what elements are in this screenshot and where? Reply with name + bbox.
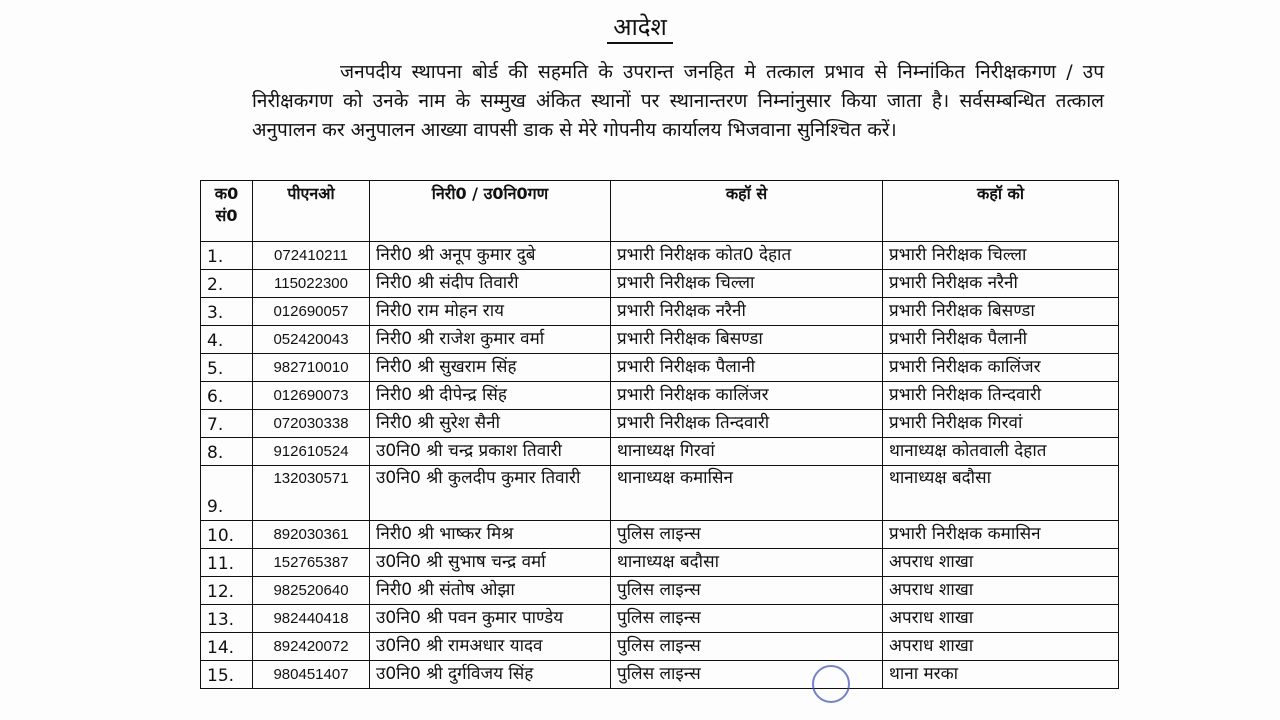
cell-officer-name: उ0नि0 श्री चन्द्र प्रकाश तिवारी: [370, 438, 611, 466]
cell-serial-number: 1.: [201, 242, 253, 270]
table-row: [201, 577, 1119, 605]
document-title: [0, 10, 1280, 44]
cell-pno: 012690057: [253, 298, 370, 326]
cell-officer-name: उ0नि0 श्री सुभाष चन्द्र वर्मा: [370, 549, 611, 577]
table-row: [201, 549, 1119, 577]
cell-to: प्रभारी निरीक्षक नरैनी: [883, 270, 1119, 298]
cell-to: प्रभारी निरीक्षक कालिंजर: [883, 354, 1119, 382]
cell-from: प्रभारी निरीक्षक कोत0 देहात: [611, 242, 883, 270]
document-title-text: आदेश: [607, 13, 673, 44]
cell-from: प्रभारी निरीक्षक पैलानी: [611, 354, 883, 382]
header-to: कहॉ को: [883, 181, 1119, 242]
table-row: [201, 605, 1119, 633]
cell-officer-name: निरी0 राम मोहन राय: [370, 298, 611, 326]
cell-to: प्रभारी निरीक्षक पैलानी: [883, 326, 1119, 354]
cell-pno: 912610524: [253, 438, 370, 466]
cell-pno: 072410211: [253, 242, 370, 270]
cell-pno: 115022300: [253, 270, 370, 298]
table-row: [201, 466, 1119, 521]
cell-serial-number: 7.: [201, 410, 253, 438]
cell-serial-number: 13.: [201, 605, 253, 633]
table-row: [201, 633, 1119, 661]
cell-pno: 072030338: [253, 410, 370, 438]
cell-serial-number: 4.: [201, 326, 253, 354]
cell-to: अपराध शाखा: [883, 549, 1119, 577]
cell-pno: 052420043: [253, 326, 370, 354]
header-pno: पीएनओ: [253, 181, 370, 242]
cell-serial-number: 15.: [201, 661, 253, 689]
cell-from: थानाध्यक्ष गिरवां: [611, 438, 883, 466]
cell-pno: 982520640: [253, 577, 370, 605]
cell-officer-name: निरी0 श्री दीपेन्द्र सिंह: [370, 382, 611, 410]
cell-officer-name: निरी0 श्री अनूप कुमार दुबे: [370, 242, 611, 270]
cell-serial-number: 11.: [201, 549, 253, 577]
transfer-table-container: [200, 180, 1118, 689]
transfer-table: [200, 180, 1119, 689]
cell-pno: 982710010: [253, 354, 370, 382]
cell-pno: 892420072: [253, 633, 370, 661]
cell-to: थानाध्यक्ष कोतवाली देहात: [883, 438, 1119, 466]
cell-from: प्रभारी निरीक्षक नरैनी: [611, 298, 883, 326]
stamp-mark: [812, 665, 850, 703]
cell-serial-number: 5.: [201, 354, 253, 382]
cell-to: प्रभारी निरीक्षक चिल्ला: [883, 242, 1119, 270]
cell-from: पुलिस लाइन्स: [611, 661, 883, 689]
cell-to: अपराध शाखा: [883, 633, 1119, 661]
cell-from: प्रभारी निरीक्षक कालिंजर: [611, 382, 883, 410]
table-row: [201, 382, 1119, 410]
table-body: [201, 242, 1119, 689]
cell-to: अपराध शाखा: [883, 577, 1119, 605]
table-row: [201, 298, 1119, 326]
table-row: [201, 410, 1119, 438]
cell-officer-name: निरी0 श्री सुरेश सैनी: [370, 410, 611, 438]
header-serial-number: [201, 181, 253, 242]
cell-to: प्रभारी निरीक्षक कमासिन: [883, 521, 1119, 549]
cell-officer-name: निरी0 श्री संतोष ओझा: [370, 577, 611, 605]
cell-from: पुलिस लाइन्स: [611, 521, 883, 549]
cell-pno: 980451407: [253, 661, 370, 689]
cell-to: अपराध शाखा: [883, 605, 1119, 633]
table-header-row: [201, 181, 1119, 242]
cell-to: प्रभारी निरीक्षक बिसण्डा: [883, 298, 1119, 326]
table-row: [201, 354, 1119, 382]
table-row: [201, 270, 1119, 298]
cell-pno: 132030571: [253, 466, 370, 521]
cell-from: थानाध्यक्ष कमासिन: [611, 466, 883, 521]
cell-officer-name: निरी0 श्री राजेश कुमार वर्मा: [370, 326, 611, 354]
table-row: [201, 326, 1119, 354]
cell-serial-number: 9.: [201, 466, 253, 521]
cell-from: थानाध्यक्ष बदौसा: [611, 549, 883, 577]
table-row: [201, 438, 1119, 466]
cell-officer-name: निरी0 श्री संदीप तिवारी: [370, 270, 611, 298]
cell-from: प्रभारी निरीक्षक चिल्ला: [611, 270, 883, 298]
cell-pno: 982440418: [253, 605, 370, 633]
cell-from: प्रभारी निरीक्षक बिसण्डा: [611, 326, 883, 354]
cell-officer-name: उ0नि0 श्री पवन कुमार पाण्डेय: [370, 605, 611, 633]
table-row: [201, 661, 1119, 689]
cell-serial-number: 2.: [201, 270, 253, 298]
cell-pno: 012690073: [253, 382, 370, 410]
cell-officer-name: निरी0 श्री भाष्कर मिश्र: [370, 521, 611, 549]
header-serial-number-text: क0 सं0: [214, 184, 239, 225]
cell-pno: 892030361: [253, 521, 370, 549]
cell-serial-number: 3.: [201, 298, 253, 326]
cell-to: थाना मरका: [883, 661, 1119, 689]
cell-pno: 152765387: [253, 549, 370, 577]
cell-officer-name: उ0नि0 श्री कुलदीप कुमार तिवारी: [370, 466, 611, 521]
cell-from: प्रभारी निरीक्षक तिन्दवारी: [611, 410, 883, 438]
cell-serial-number: 10.: [201, 521, 253, 549]
cell-serial-number: 12.: [201, 577, 253, 605]
cell-from: पुलिस लाइन्स: [611, 605, 883, 633]
cell-serial-number: 14.: [201, 633, 253, 661]
cell-serial-number: 8.: [201, 438, 253, 466]
table-row: [201, 521, 1119, 549]
cell-officer-name: उ0नि0 श्री रामअधार यादव: [370, 633, 611, 661]
cell-from: पुलिस लाइन्स: [611, 633, 883, 661]
cell-officer-name: निरी0 श्री सुखराम सिंह: [370, 354, 611, 382]
cell-officer-name: उ0नि0 श्री दुर्गविजय सिंह: [370, 661, 611, 689]
cell-to: थानाध्यक्ष बदौसा: [883, 466, 1119, 521]
cell-serial-number: 6.: [201, 382, 253, 410]
cell-to: प्रभारी निरीक्षक गिरवां: [883, 410, 1119, 438]
table-row: [201, 242, 1119, 270]
header-from: कहॉ से: [611, 181, 883, 242]
cell-to: प्रभारी निरीक्षक तिन्दवारी: [883, 382, 1119, 410]
cell-from: पुलिस लाइन्स: [611, 577, 883, 605]
intro-paragraph: जनपदीय स्थापना बोर्ड की सहमति के उपरान्त जनहित मे तत्काल प्रभाव से निम्नांकित निरीक्षकगण / उप निरीक्षकगण को उनके नाम के सम्मुख अंकित स्थानों पर स्थानान्तरण निम्नांनुसार किया जाता है। सर्वसम्बन्धित तत्काल अनुपालन कर अनुपालन आख्या वापसी डाक से मेरे गोपनीय कार्यालय भिजवाना सुनिश्चित करें।: [252, 61, 1104, 141]
header-officer-name: निरी0 / उ0नि0गण: [370, 181, 611, 242]
